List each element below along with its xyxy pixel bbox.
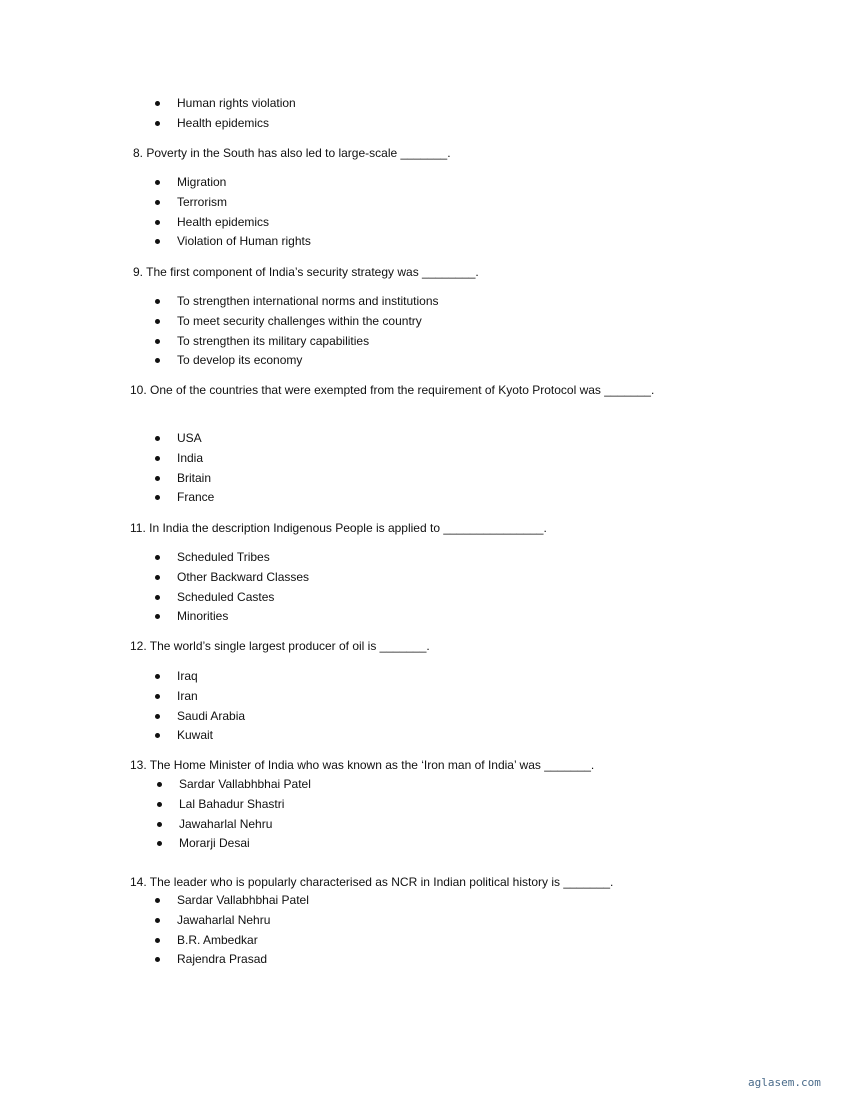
option-item: Sardar Vallabhbhai Patel: [155, 891, 309, 911]
option-item: Rajendra Prasad: [155, 950, 309, 970]
option-item: To meet security challenges within the country: [155, 312, 439, 332]
option-item: France: [155, 488, 214, 508]
option-item: Jawaharlal Nehru: [155, 911, 309, 931]
option-item: USA: [155, 429, 214, 449]
question-12: 12. The world’s single largest producer of oil is _______.: [130, 639, 430, 653]
option-item: B.R. Ambedkar: [155, 931, 309, 951]
question-10-options: [155, 429, 214, 508]
option-item: To develop its economy: [155, 351, 439, 371]
carryover-options: [155, 94, 296, 134]
option-item: Jawaharlal Nehru: [157, 815, 311, 835]
question-11-options: [155, 548, 309, 627]
question-8: 8. Poverty in the South has also led to large-scale _______.: [133, 146, 451, 160]
question-14-options: [155, 891, 309, 970]
question-11: 11. In India the description Indigenous People is applied to _______________.: [130, 521, 547, 535]
question-9: 9. The first component of India’s security strategy was ________.: [133, 265, 479, 279]
option-item: Iran: [155, 687, 245, 707]
question-8-options: [155, 173, 311, 252]
option-item: To strengthen its military capabilities: [155, 332, 439, 352]
option-item: India: [155, 449, 214, 469]
option-item: Scheduled Tribes: [155, 548, 309, 568]
option-item: Health epidemics: [155, 114, 296, 134]
option-item: Britain: [155, 469, 214, 489]
option-item: Migration: [155, 173, 311, 193]
option-item: Health epidemics: [155, 213, 311, 233]
option-item: Terrorism: [155, 193, 311, 213]
option-item: Sardar Vallabhbhai Patel: [157, 775, 311, 795]
option-item: Lal Bahadur Shastri: [157, 795, 311, 815]
question-12-options: [155, 667, 245, 746]
question-10: 10. One of the countries that were exempted from the requirement of Kyoto Protocol was _______.: [130, 383, 655, 397]
option-item: Saudi Arabia: [155, 707, 245, 727]
question-9-options: [155, 292, 439, 371]
option-item: Iraq: [155, 667, 245, 687]
question-13-options: [157, 775, 311, 854]
option-item: Other Backward Classes: [155, 568, 309, 588]
option-item: Human rights violation: [155, 94, 296, 114]
option-item: Kuwait: [155, 726, 245, 746]
question-14: 14. The leader who is popularly characterised as NCR in Indian political history is _______.: [130, 875, 614, 889]
question-13: 13. The Home Minister of India who was known as the ‘Iron man of India’ was _______.: [130, 758, 595, 772]
option-item: Morarji Desai: [157, 834, 311, 854]
option-item: Scheduled Castes: [155, 588, 309, 608]
watermark-link[interactable]: aglasem.com: [748, 1076, 821, 1089]
option-item: To strengthen international norms and institutions: [155, 292, 439, 312]
option-item: Violation of Human rights: [155, 232, 311, 252]
option-item: Minorities: [155, 607, 309, 627]
